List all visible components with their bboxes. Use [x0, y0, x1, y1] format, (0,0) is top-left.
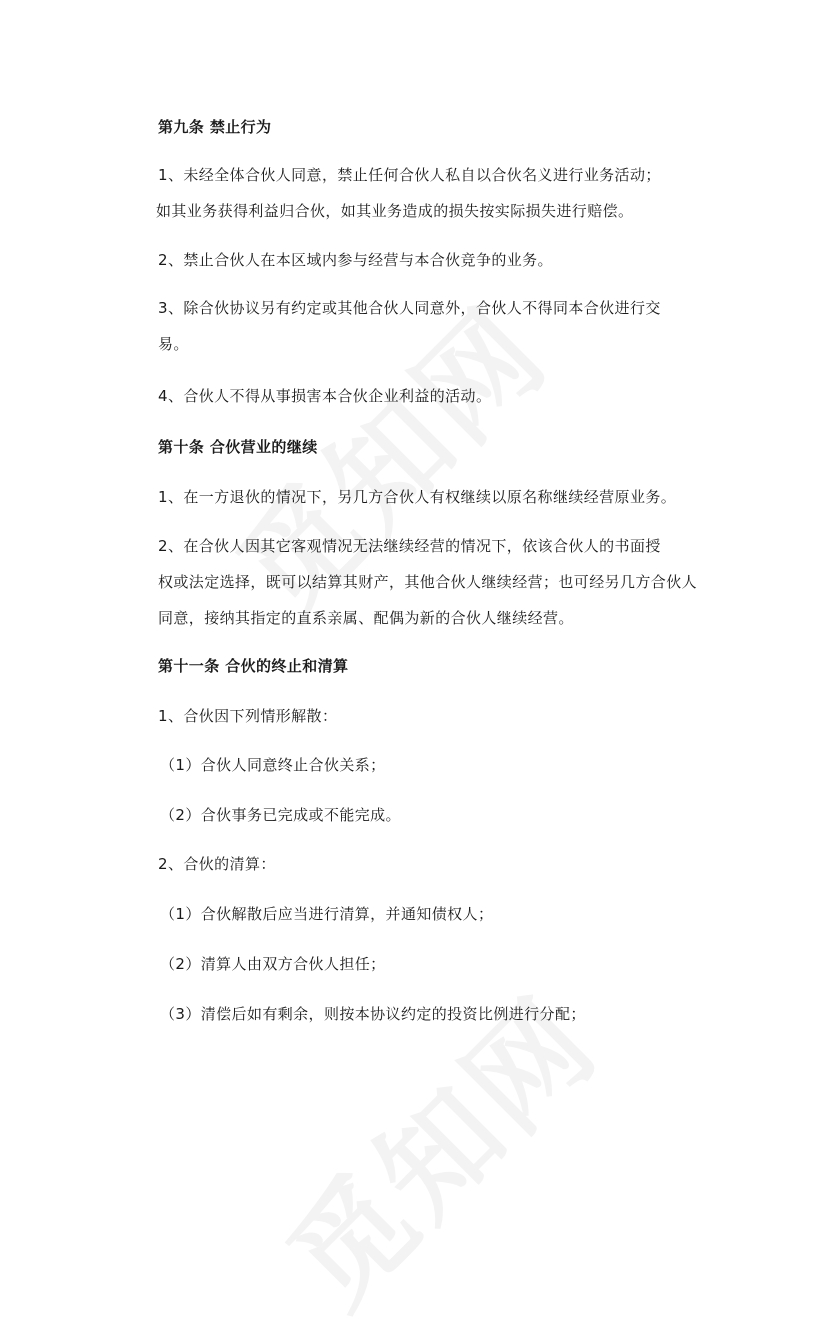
- section-10-paragraph-2: [158, 528, 718, 636]
- section-11-item-2-sub-3: （3）清偿后如有剩余，则按本协议约定的投资比例进行分配；: [160, 1005, 586, 1023]
- paragraph-line: 2、在合伙人因其它客观情况无法继续经营的情况下，依该合伙人的书面授: [158, 537, 661, 555]
- section-10-title: 第十条 合伙营业的继续: [158, 438, 318, 456]
- paragraph-line: 权或法定选择，既可以结算其财产，其他合伙人继续经营；也可经另几方合伙人: [158, 573, 698, 591]
- section-9-paragraph-2: 2、禁止合伙人在本区域内参与经营与本合伙竞争的业务。: [158, 251, 553, 269]
- paragraph-line: 如其业务获得利益归合伙，如其业务造成的损失按实际损失进行赔偿。: [156, 202, 634, 220]
- section-11-title: 第十一条 合伙的终止和清算: [158, 657, 349, 675]
- paragraph-line: 易。: [158, 335, 189, 353]
- paragraph-line: 同意，接纳其指定的直系亲属、配偶为新的合伙人继续经营。: [158, 609, 574, 627]
- section-9-paragraph-4: 4、合伙人不得从事损害本合伙企业利益的活动。: [158, 387, 492, 405]
- paragraph-line: 3、除合伙协议另有约定或其他合伙人同意外，合伙人不得同本合伙进行交: [158, 299, 661, 317]
- section-11-item-1-sub-2: （2）合伙事务已完成或不能完成。: [160, 806, 401, 824]
- section-11-item-2: 2、合伙的清算：: [158, 855, 276, 873]
- paragraph-line: 1、未经全体合伙人同意，禁止任何合伙人私自以合伙名义进行业务活动；: [158, 166, 661, 184]
- section-11-item-2-sub-1: （1）合伙解散后应当进行清算，并通知债权人；: [160, 905, 494, 923]
- section-11-item-1-sub-1: （1）合伙人同意终止合伙关系；: [160, 756, 386, 774]
- section-9-paragraph-1: [158, 157, 718, 229]
- section-9-title: 第九条 禁止行为: [158, 118, 272, 136]
- section-11-item-2-sub-2: （2）清算人由双方合伙人担任；: [160, 955, 386, 973]
- section-9-paragraph-3: [158, 290, 718, 362]
- section-10-paragraph-1: 1、在一方退伙的情况下，另几方合伙人有权继续以原名称继续经营原业务。: [158, 488, 677, 506]
- section-11-item-1: 1、合伙因下列情形解散：: [158, 707, 338, 725]
